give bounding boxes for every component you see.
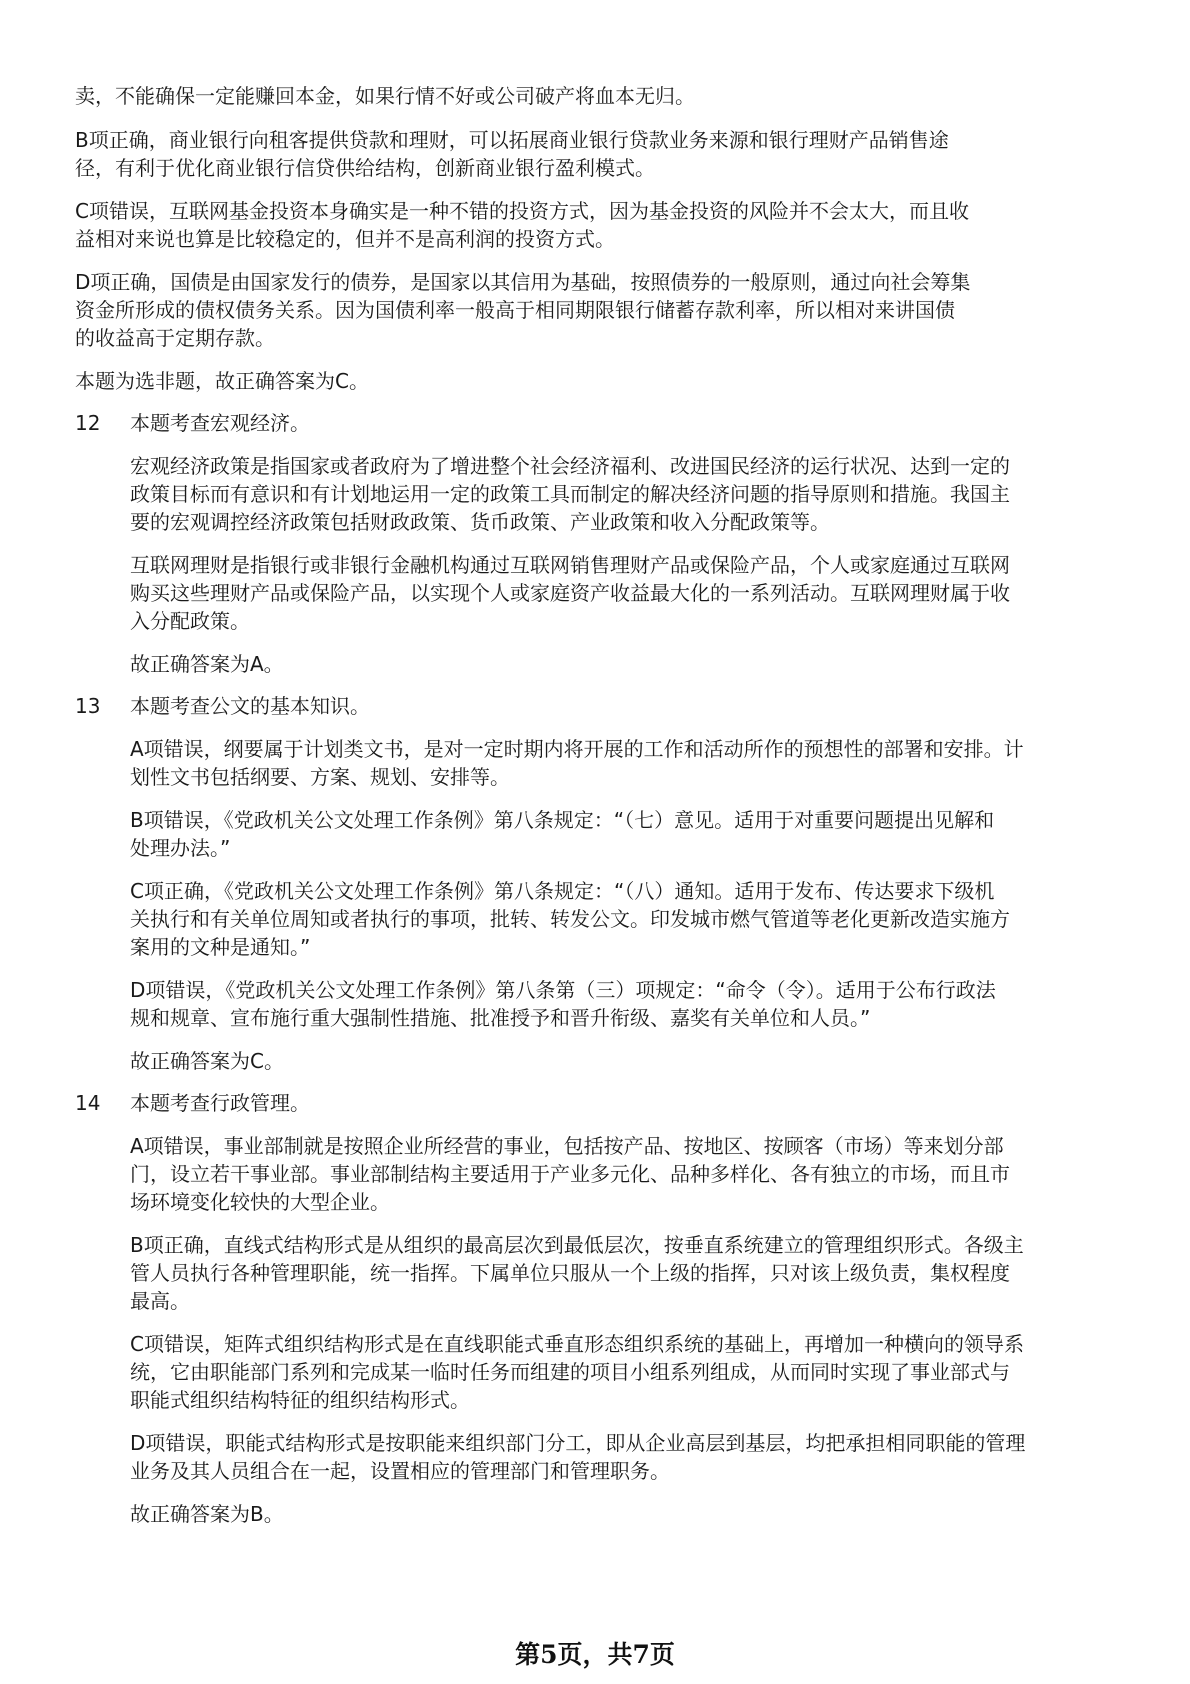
text-line: 案用的文种是通知。” bbox=[130, 935, 311, 959]
text-line: 要的宏观调控经济政策包括财政政策、货币政策、产业政策和收入分配政策等。 bbox=[130, 510, 830, 534]
text-line: 业务及其人员组合在一起，设置相应的管理部门和管理职务。 bbox=[130, 1459, 670, 1483]
text-line: 划性文书包括纲要、方案、规划、安排等。 bbox=[130, 765, 510, 789]
page-number: 第5页，共7页 bbox=[515, 1640, 675, 1669]
text-line: 职能式组织结构特征的组织结构形式。 bbox=[130, 1388, 470, 1412]
text-line: 规和规章、宣布施行重大强制性措施、批准授予和晋升衔级、嘉奖有关单位和人员。” bbox=[130, 1006, 871, 1030]
text-line: 政策目标而有意识和有计划地运用一定的政策工具而制定的解决经济问题的指导原则和措施。我国主 bbox=[130, 482, 1010, 506]
text-line: C项正确，《党政机关公文处理工作条例》第八条规定：“（八）通知。适用于发布、传达要求下级机 bbox=[130, 879, 995, 903]
text-line: 卖，不能确保一定能赚回本金，如果行情不好或公司破产将血本无归。 bbox=[75, 84, 695, 108]
text-line: 处理办法。” bbox=[130, 836, 231, 860]
text-line: 宏观经济政策是指国家或者政府为了增进整个社会经济福利、改进国民经济的运行状况、达到一定的 bbox=[130, 454, 1010, 478]
text-line: 关执行和有关单位周知或者执行的事项，批转、转发公文。印发城市燃气管道等老化更新改造实施方 bbox=[130, 907, 1010, 931]
text-line: D项错误，职能式结构形式是按职能来组织部门分工，即从企业高层到基层，均把承担相同职能的管理 bbox=[130, 1431, 1026, 1455]
answer-line: 故正确答案为C。 bbox=[130, 1049, 284, 1073]
text-line: C项错误，互联网基金投资本身确实是一种不错的投资方式，因为基金投资的风险并不会太大，而且收 bbox=[75, 199, 969, 223]
text-line: 径，有利于优化商业银行信贷供给结构，创新商业银行盈利模式。 bbox=[75, 156, 655, 180]
text-line: D项错误，《党政机关公文处理工作条例》第八条第（三）项规定：“命令（令）。适用于公布行政法 bbox=[130, 978, 996, 1002]
text-line: A项错误，事业部制就是按照企业所经营的事业，包括按产品、按地区、按顾客（市场）等来划分部 bbox=[130, 1134, 1004, 1158]
text-line: A项错误，纲要属于计划类文书，是对一定时期内将开展的工作和活动所作的预想性的部署和安排。计 bbox=[130, 737, 1024, 761]
question-number: 13 bbox=[75, 694, 101, 718]
text-line: B项正确，直线式结构形式是从组织的最高层次到最低层次，按垂直系统建立的管理组织形式。各级主 bbox=[130, 1233, 1024, 1257]
answer-line: 故正确答案为B。 bbox=[130, 1502, 284, 1526]
text-line: 最高。 bbox=[130, 1289, 190, 1313]
text-line: B项错误，《党政机关公文处理工作条例》第八条规定：“（七）意见。适用于对重要问题提出见解和 bbox=[130, 808, 995, 832]
text-line: 互联网理财是指银行或非银行金融机构通过互联网销售理财产品或保险产品，个人或家庭通过互联网 bbox=[130, 553, 1010, 577]
question-heading: 本题考查宏观经济。 bbox=[130, 411, 310, 435]
text-line: 购买这些理财产品或保险产品，以实现个人或家庭资产收益最大化的一系列活动。互联网理财属于收 bbox=[130, 581, 1010, 605]
answer-line: 故正确答案为A。 bbox=[130, 652, 284, 676]
question-heading: 本题考查公文的基本知识。 bbox=[130, 694, 370, 718]
text-line: 益相对来说也算是比较稳定的，但并不是高利润的投资方式。 bbox=[75, 227, 615, 251]
text-line: B项正确，商业银行向租客提供贷款和理财，可以拓展商业银行贷款业务来源和银行理财产品销售途 bbox=[75, 128, 949, 152]
text-line: 管人员执行各种管理职能，统一指挥。下属单位只服从一个上级的指挥，只对该上级负责，集权程度 bbox=[130, 1261, 1010, 1285]
text-line: 入分配政策。 bbox=[130, 609, 250, 633]
text-line: 统，它由职能部门系列和完成某一临时任务而组建的项目小组系列组成，从而同时实现了事业部式与 bbox=[130, 1360, 1010, 1384]
text-line: 资金所形成的债权债务关系。因为国债利率一般高于相同期限银行储蓄存款利率，所以相对来讲国债 bbox=[75, 298, 955, 322]
text-line: D项正确，国债是由国家发行的债券，是国家以其信用为基础，按照债券的一般原则，通过向社会筹集 bbox=[75, 270, 971, 294]
answer-line: 本题为选非题，故正确答案为C。 bbox=[75, 369, 369, 393]
question-number: 12 bbox=[75, 411, 101, 435]
question-number: 14 bbox=[75, 1091, 101, 1115]
text-line: 门，设立若干事业部。事业部制结构主要适用于产业多元化、品种多样化、各有独立的市场，而且市 bbox=[130, 1162, 1010, 1186]
question-heading: 本题考查行政管理。 bbox=[130, 1091, 310, 1115]
text-line: 场环境变化较快的大型企业。 bbox=[130, 1190, 390, 1214]
text-line: C项错误，矩阵式组织结构形式是在直线职能式垂直形态组织系统的基础上，再增加一种横向的领导系 bbox=[130, 1332, 1024, 1356]
text-line: 的收益高于定期存款。 bbox=[75, 326, 275, 350]
